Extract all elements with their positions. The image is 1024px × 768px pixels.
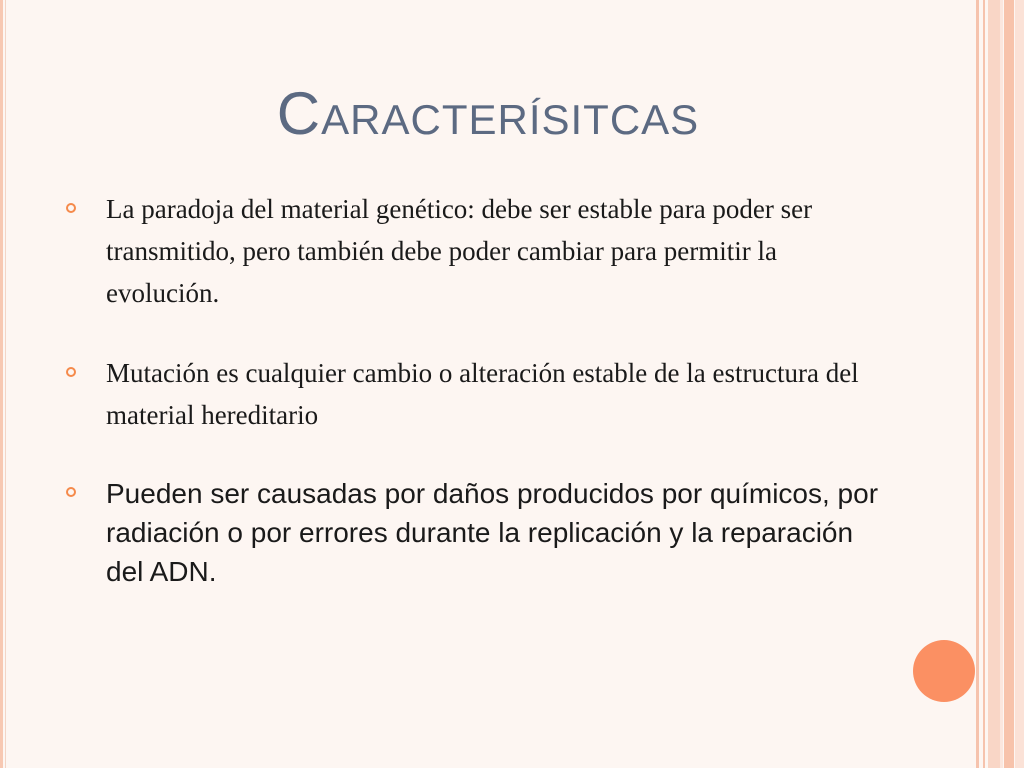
bullet-list: [64, 188, 884, 591]
slide-title: Caracterísitcas: [276, 80, 700, 147]
circle-outline-icon: [66, 487, 76, 497]
circle-outline-icon: [66, 203, 76, 213]
bullet-text: La paradoja del material genético: debe ser estable para poder ser transmitido, pero también debe poder cambiar para permitir la evolución.: [106, 194, 813, 308]
bullet-text: Pueden ser causadas por daños producidos por químicos, por radiación o por errores durante la replicación y la reparación del ADN.: [106, 478, 879, 587]
right-stripe-decoration: [988, 0, 1000, 768]
bullet-text: Mutación es cualquier cambio o alteración estable de la estructura del material hereditario: [106, 358, 859, 430]
right-stripe-decoration: [983, 0, 985, 768]
right-stripe-decoration: [1004, 0, 1014, 768]
bullet-item: [64, 474, 884, 591]
orange-circle-icon: [913, 640, 975, 702]
right-stripe-decoration: [1000, 0, 1003, 768]
bullet-item: [64, 352, 884, 436]
bullet-item: [64, 188, 884, 314]
circle-outline-icon: [66, 367, 76, 377]
right-stripe-decoration: [976, 0, 979, 768]
right-stripe-decoration: [1015, 0, 1024, 768]
